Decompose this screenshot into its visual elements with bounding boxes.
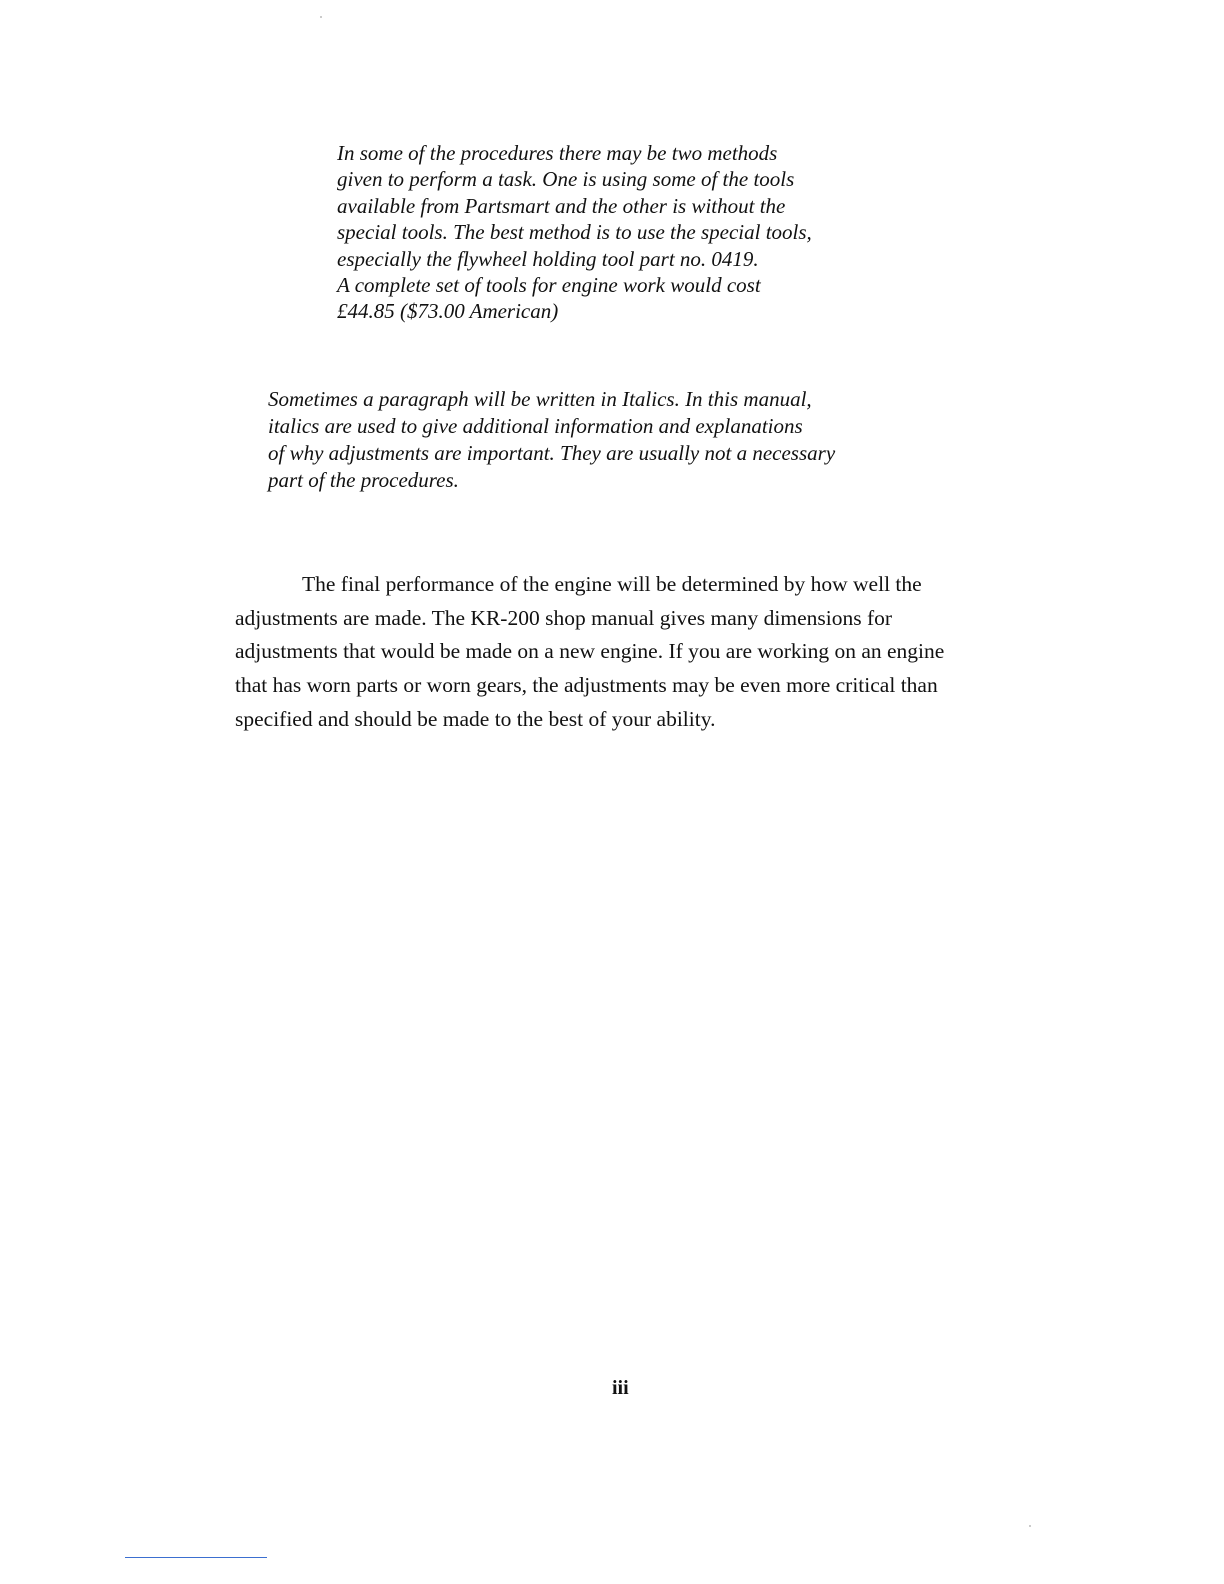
italics-note-line: italics are used to give additional information and explanations xyxy=(268,414,803,438)
tools-note-line: A complete set of tools for engine work would cost xyxy=(337,273,761,298)
scan-speck xyxy=(320,16,322,18)
main-paragraph-line: adjustments that would be made on a new engine. If you are working on an engine xyxy=(235,639,945,664)
footnote-divider xyxy=(125,1557,267,1558)
tools-note-line: £44.85 ($73.00 American) xyxy=(337,299,559,324)
tools-note-line: especially the flywheel holding tool part no. 0419. xyxy=(337,246,759,271)
italics-note-line: part of the procedures. xyxy=(268,468,459,492)
engine-performance-paragraph xyxy=(235,568,944,737)
main-paragraph-line: adjustments are made. The KR-200 shop manual gives many dimensions for xyxy=(235,605,893,630)
italics-note-line: of why adjustments are important. They are usually not a necessary xyxy=(268,441,836,465)
main-paragraph-line: that has worn parts or worn gears, the adjustments may be even more critical than xyxy=(235,673,938,698)
tools-note-line: available from Partsmart and the other is without the xyxy=(337,193,786,218)
page-number: iii xyxy=(612,1377,629,1399)
italics-explanation-paragraph xyxy=(268,386,835,494)
scan-speck xyxy=(1029,1525,1031,1527)
tools-note-paragraph xyxy=(337,140,812,325)
main-paragraph-line: The final performance of the engine will be determined by how well the xyxy=(302,572,922,596)
italics-note-line: Sometimes a paragraph will be written in Italics. In this manual, xyxy=(268,387,812,411)
tools-note-line: special tools. The best method is to use the special tools, xyxy=(337,220,812,245)
main-paragraph-line: specified and should be made to the best of your ability. xyxy=(235,706,716,731)
tools-note-line: given to perform a task. One is using some of the tools xyxy=(337,167,795,192)
tools-note-line: In some of the procedures there may be two methods xyxy=(337,141,778,165)
